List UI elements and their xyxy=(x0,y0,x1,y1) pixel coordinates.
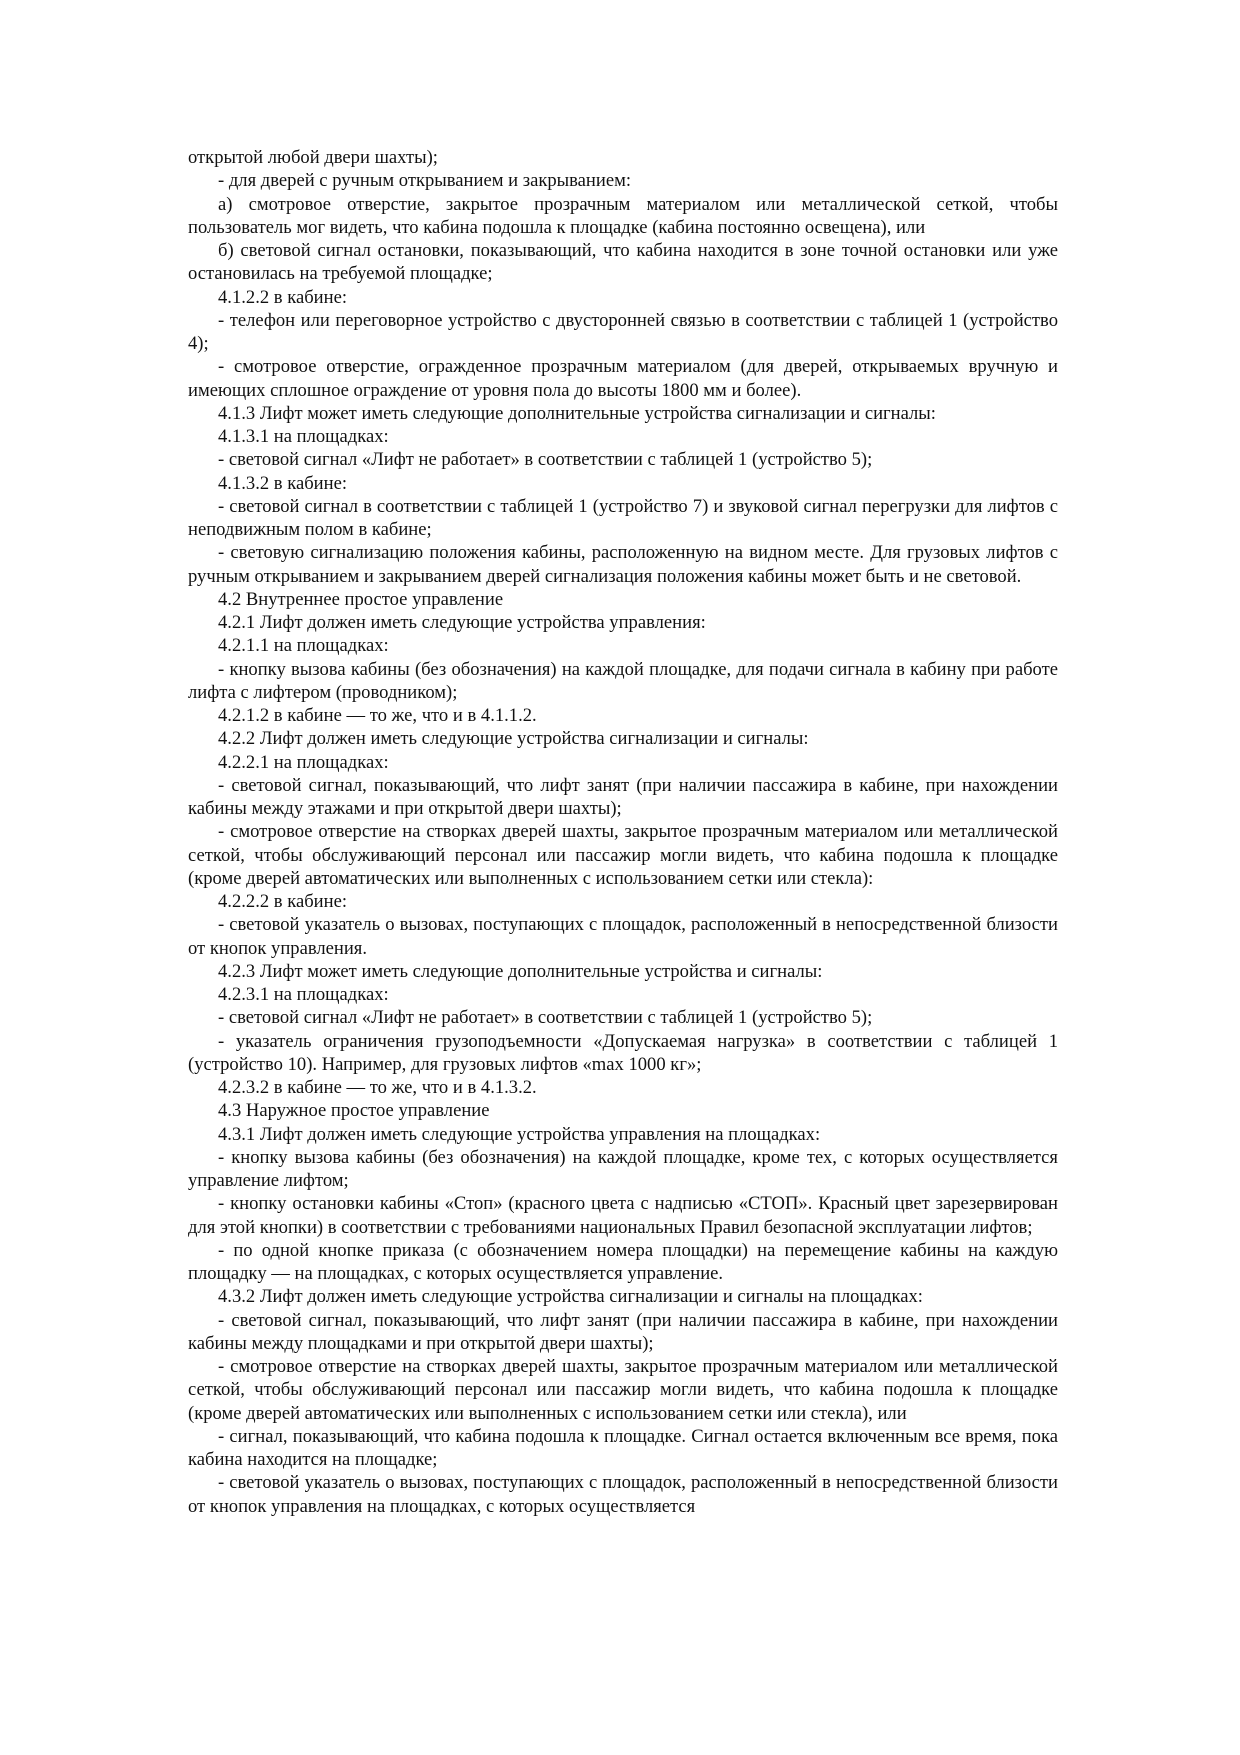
paragraph: - световой сигнал, показывающий, что лифт занят (при наличии пассажира в кабине, при нахождении кабины между этажами и при открытой двери шахты); xyxy=(188,774,1058,819)
paragraph: - сигнал, показывающий, что кабина подошла к площадке. Сигнал остается включенным все время, пока кабина находится на площадке; xyxy=(188,1425,1058,1470)
paragraph: - смотровое отверстие на створках дверей шахты, закрытое прозрачным материалом или металлической сеткой, чтобы обслуживающий персонал или пассажир могли видеть, что кабина подошла к площадке (кроме дверей автоматических или выполненных с использованием сетки или стекла): xyxy=(188,821,1058,889)
paragraph: 4.2.1.2 в кабине — то же, что и в 4.1.1.2. xyxy=(218,705,537,726)
paragraph: - по одной кнопке приказа (с обозначением номера площадки) на перемещение кабины на каждую площадку — на площадках, с которых осуществляется управление. xyxy=(188,1239,1058,1284)
paragraph: - световой указатель о вызовах, поступающих с площадок, расположенный в непосредственной близости от кнопок управления. xyxy=(188,914,1058,959)
paragraph: - смотровое отверстие на створках дверей шахты, закрытое прозрачным материалом или металлической сеткой, чтобы обслуживающий персонал или пассажир могли видеть, что кабина подошла к площадке (кроме дверей автоматических или выполненных с использованием сетки или стекла), или xyxy=(188,1356,1058,1424)
paragraph: открытой любой двери шахты); xyxy=(188,147,438,168)
paragraph: 4.2.2 Лифт должен иметь следующие устройства сигнализации и сигналы: xyxy=(218,728,809,750)
paragraph: 4.3.1 Лифт должен иметь следующие устройства управления на площадках: xyxy=(218,1123,821,1145)
document-text-body xyxy=(188,146,1058,1518)
paragraph: - световой сигнал, показывающий, что лифт занят (при наличии пассажира в кабине, при нахождении кабины между площадками и при открытой двери шахты); xyxy=(188,1309,1058,1354)
paragraph: а) смотровое отверстие, закрытое прозрачным материалом или металлической сеткой, чтобы пользователь мог видеть, что кабина подошла к площадке (кабина постоянно освещена), или xyxy=(188,193,1058,238)
paragraph: 4.2.3.2 в кабине — то же, что и в 4.1.3.2. xyxy=(218,1077,537,1098)
paragraph: - для дверей с ручным открыванием и закрыванием: xyxy=(218,170,632,192)
paragraph: 4.2.1.1 на площадках: xyxy=(218,635,389,657)
paragraph: - кнопку остановки кабины «Стоп» (красного цвета с надписью «СТОП». Красный цвет зарезервирован для этой кнопки) в соответствии с требованиями национальных Правил безопасной эксплуатации лифтов; xyxy=(188,1193,1058,1238)
paragraph: 4.2 Внутреннее простое управление xyxy=(218,588,504,610)
paragraph: - световую сигнализацию положения кабины, расположенную на видном месте. Для грузовых лифтов с ручным открыванием и закрыванием дверей сигнализация положения кабины может быть и не световой. xyxy=(188,542,1058,587)
paragraph: - световой сигнал «Лифт не работает» в соответствии с таблицей 1 (устройство 5); xyxy=(218,449,873,471)
paragraph: 4.2.3.1 на площадках: xyxy=(218,984,389,1005)
paragraph: 4.1.3.1 на площадках: xyxy=(218,426,389,447)
paragraph: 4.3.2 Лифт должен иметь следующие устройства сигнализации и сигналы на площадках: xyxy=(218,1286,923,1308)
paragraph: - световой указатель о вызовах, поступающих с площадок, расположенный в непосредственной близости от кнопок управления на площадках, с которых осуществляется xyxy=(188,1472,1058,1517)
paragraph: 4.1.3 Лифт может иметь следующие дополнительные устройства сигнализации и сигналы: xyxy=(218,402,936,424)
paragraph: - световой сигнал «Лифт не работает» в соответствии с таблицей 1 (устройство 5); xyxy=(218,1007,873,1029)
paragraph: - указатель ограничения грузоподъемности «Допускаемая нагрузка» в соответствии с таблицей 1 (устройство 10). Например, для грузовых лифтов «max 1000 кг»; xyxy=(188,1030,1058,1075)
paragraph: 4.2.3 Лифт может иметь следующие дополнительные устройства и сигналы: xyxy=(218,960,823,982)
paragraph: - кнопку вызова кабины (без обозначения) на каждой площадке, кроме тех, с которых осуществляется управление лифтом; xyxy=(188,1146,1058,1191)
paragraph: - кнопку вызова кабины (без обозначения) на каждой площадке, для подачи сигнала в кабину при работе лифта с лифтером (проводником); xyxy=(188,658,1058,703)
paragraph: - световой сигнал в соответствии с таблицей 1 (устройство 7) и звуковой сигнал перегрузки для лифтов с неподвижным полом в кабине; xyxy=(188,495,1058,540)
paragraph: - телефон или переговорное устройство с двусторонней связью в соответствии с таблицей 1 (устройство 4); xyxy=(188,309,1058,354)
paragraph: 4.1.3.2 в кабине: xyxy=(218,472,347,494)
paragraph: - смотровое отверстие, огражденное прозрачным материалом (для дверей, открываемых вручную и имеющих сплошное ограждение от уровня пола до высоты 1800 мм и более). xyxy=(188,356,1058,401)
paragraph: 4.3 Наружное простое управление xyxy=(218,1100,490,1122)
paragraph: 4.2.1 Лифт должен иметь следующие устройства управления: xyxy=(218,612,706,633)
paragraph: 4.2.2.2 в кабине: xyxy=(218,891,347,912)
paragraph: 4.2.2.1 на площадках: xyxy=(218,751,389,773)
paragraph: б) световой сигнал остановки, показывающий, что кабина находится в зоне точной остановки или уже остановилась на требуемой площадке; xyxy=(188,240,1058,285)
paragraph: 4.1.2.2 в кабине: xyxy=(218,286,347,308)
